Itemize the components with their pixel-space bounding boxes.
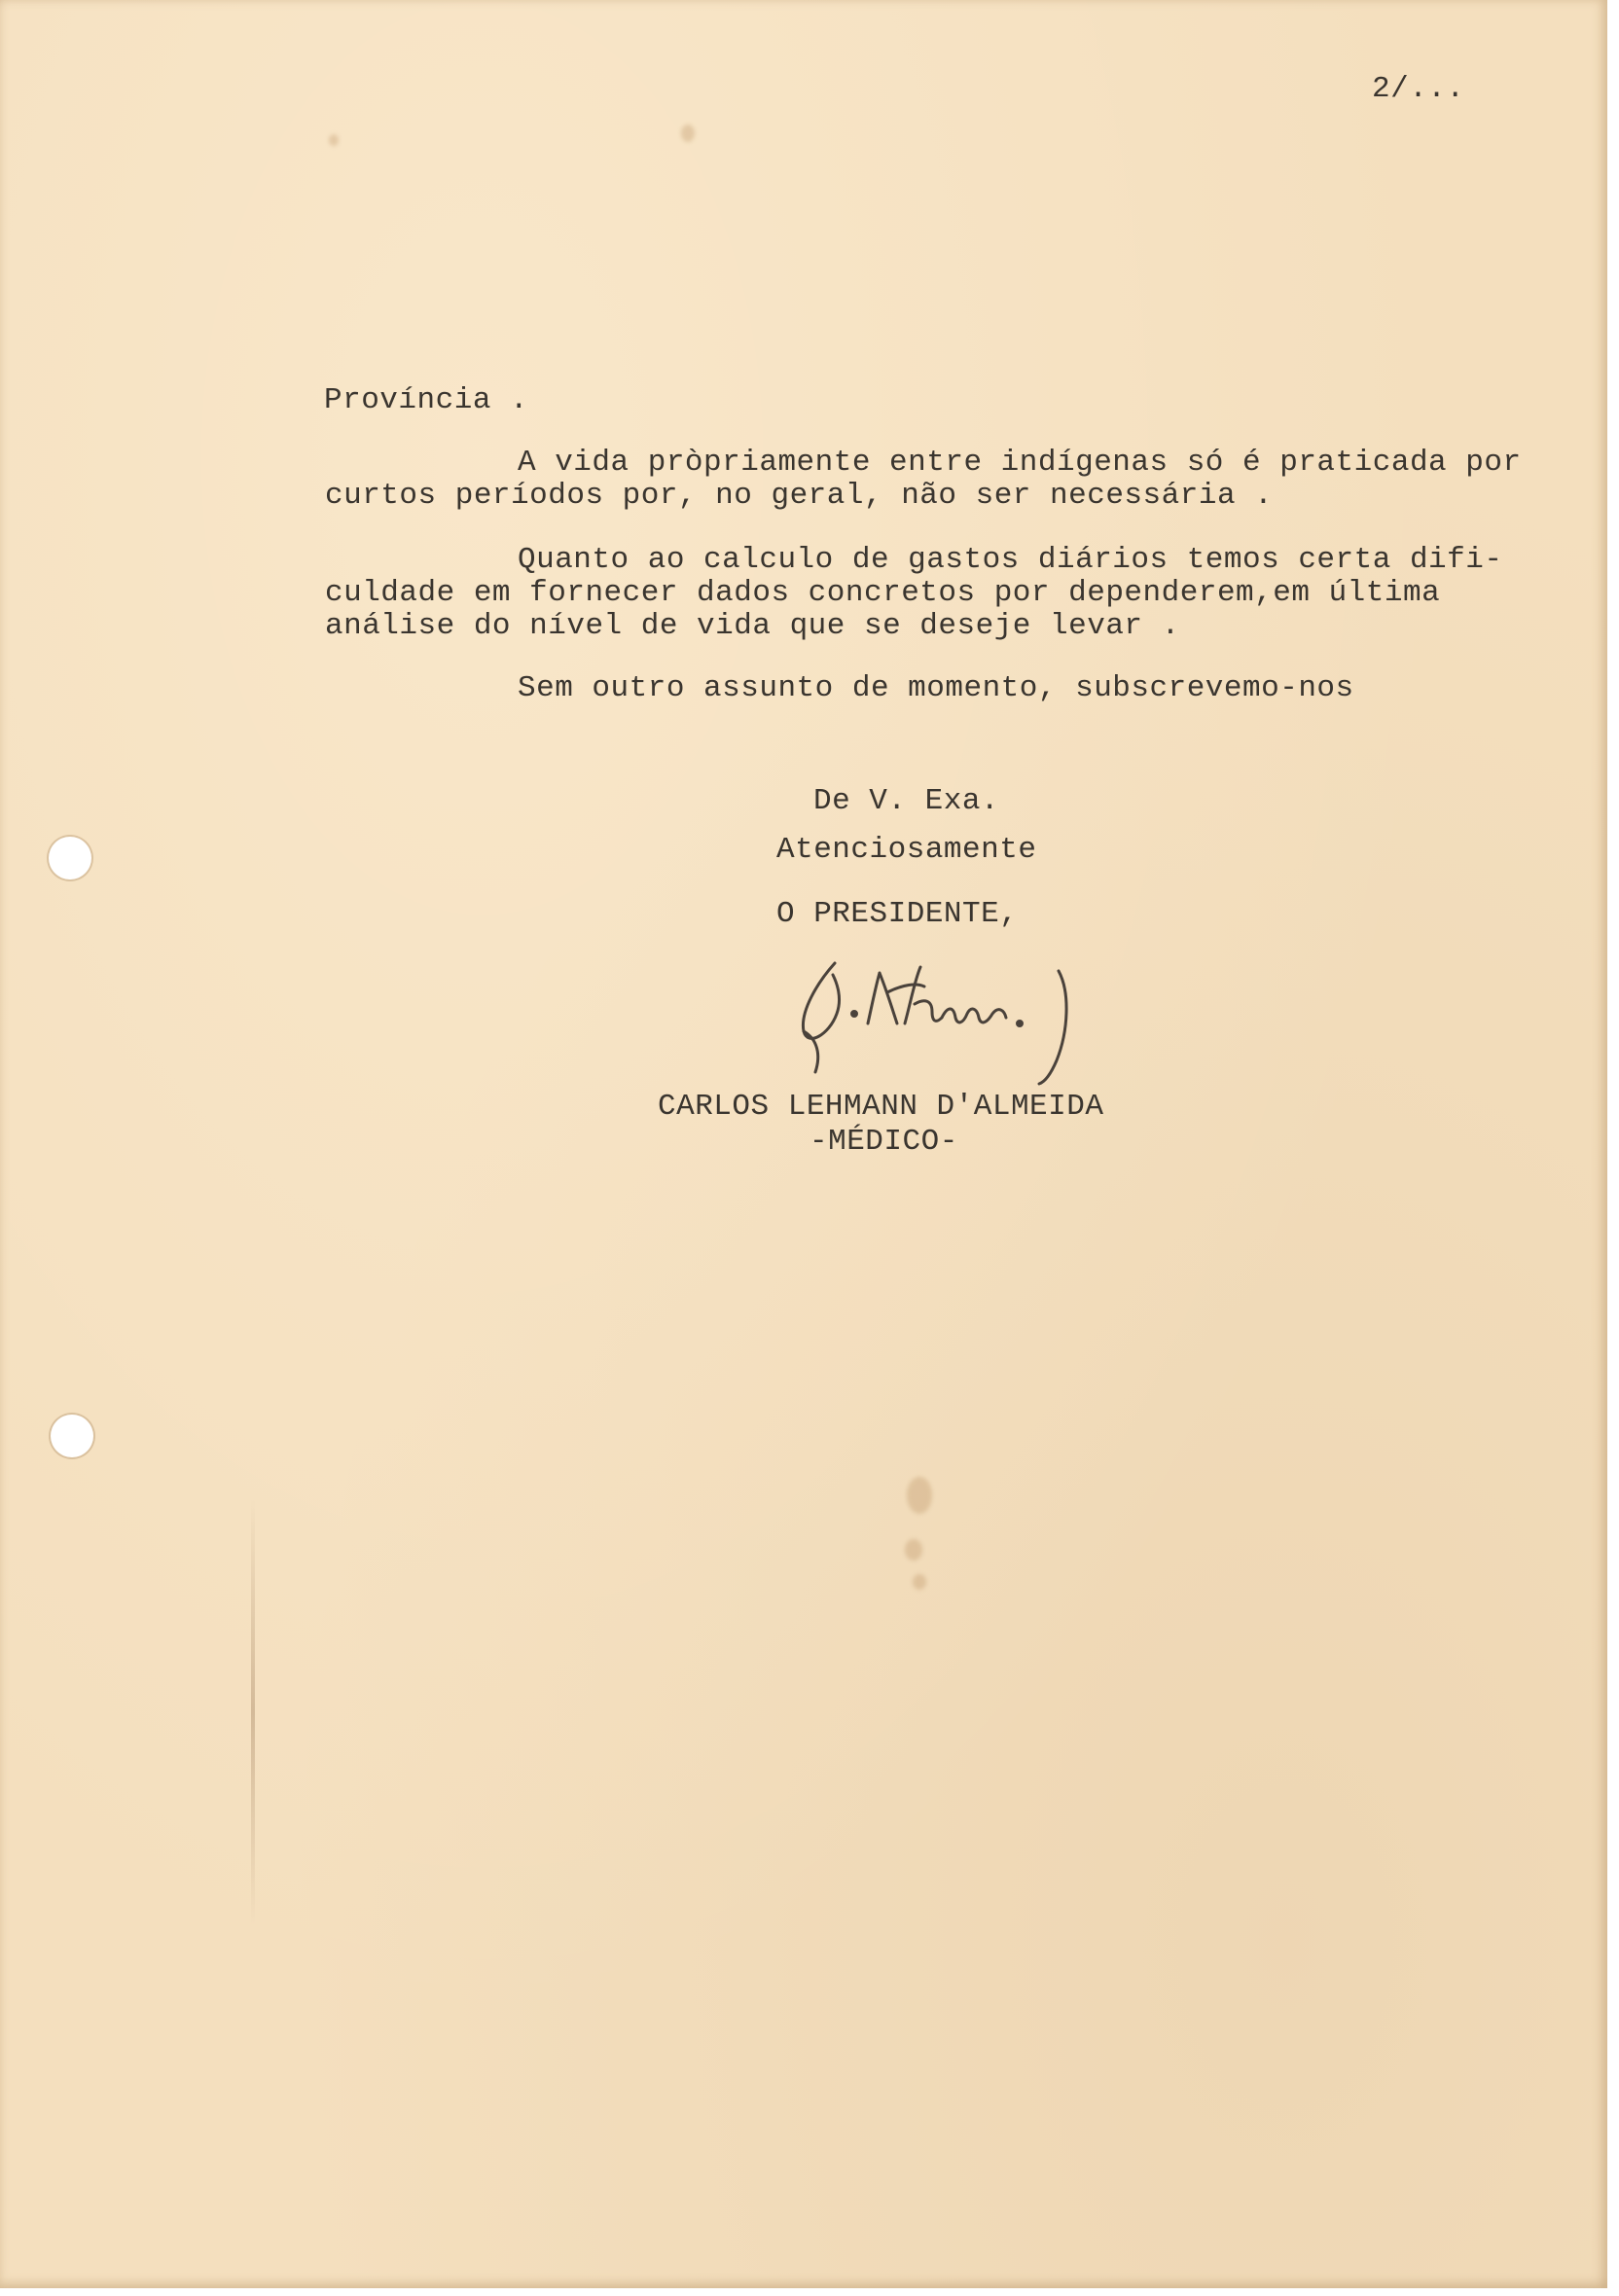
punch-hole-top [49,837,91,879]
paragraph-1-line-1: A vida pròpriamente entre indígenas só é praticada por [518,446,1522,480]
section-heading: Província . [324,383,529,417]
signatory-role: -MÉDICO- [810,1125,958,1159]
handwritten-signature [778,953,1168,1090]
paragraph-3-line-1: Sem outro assunto de momento, subscrevemo-nos [518,671,1354,705]
paper-stain [905,1539,922,1561]
page-number: 2/... [1372,72,1465,106]
paper-stain [913,1574,926,1590]
paragraph-1-line-2: curtos períodos por, no geral, não ser necessária . [325,479,1274,513]
paper-crease [251,1498,255,1926]
closing-salutation: De V. Exa. [813,784,1000,818]
paper-stain [907,1477,932,1514]
closing-regards: Atenciosamente [776,833,1037,867]
closing-title: O PRESIDENTE, [776,897,1019,931]
punch-hole-bottom [51,1415,93,1457]
paper-stain [681,125,695,142]
signatory-name: CARLOS LEHMANN D'ALMEIDA [658,1090,1104,1124]
paragraph-2-line-1: Quanto ao calculo de gastos diários temos certa difi- [518,543,1503,577]
paper-stain [329,134,339,146]
paragraph-2-line-2: culdade em fornecer dados concretos por dependerem,em última [325,576,1441,610]
paragraph-2-line-3: análise do nível de vida que se deseje levar . [325,609,1180,643]
